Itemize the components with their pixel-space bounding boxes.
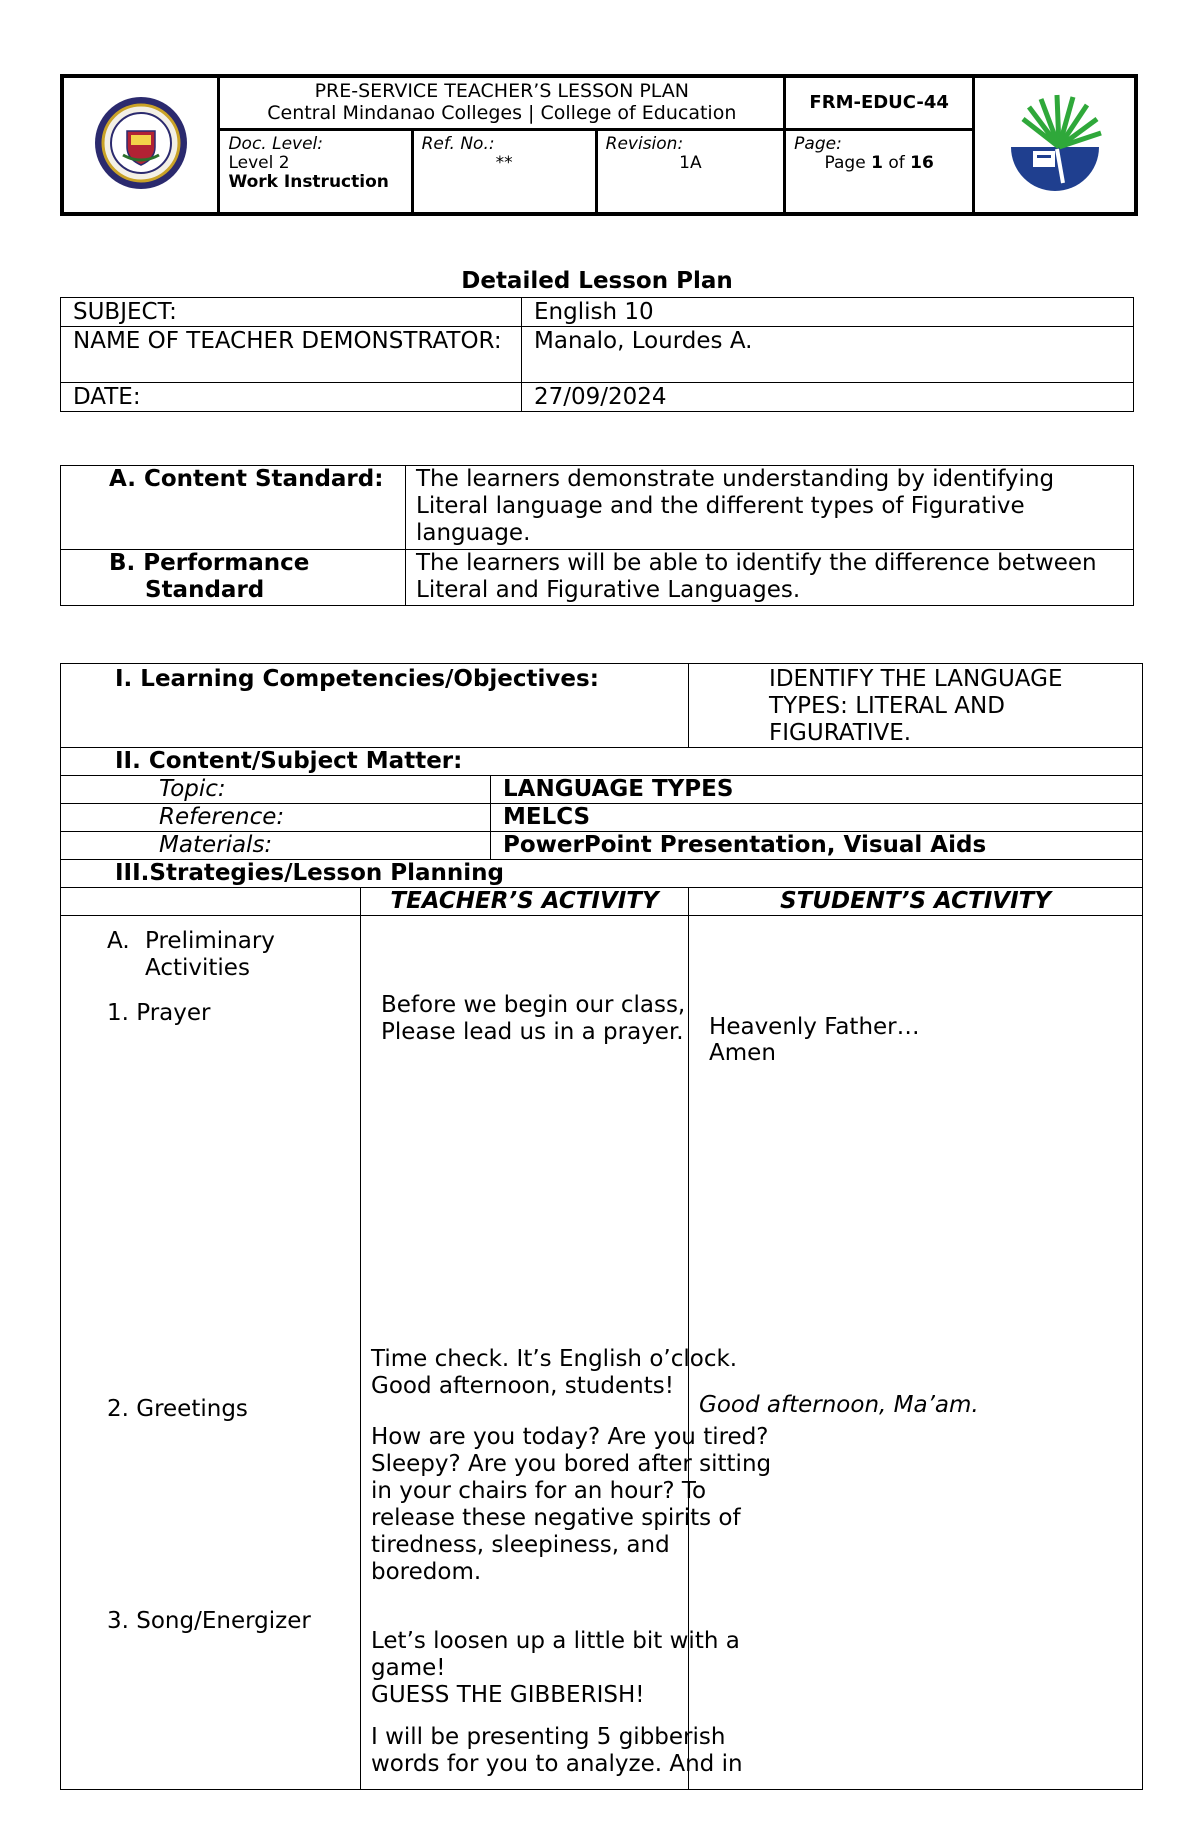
page-prefix: Page	[824, 153, 872, 174]
step-prayer: 1. Prayer	[107, 1000, 211, 1026]
reference-value: MELCS	[491, 804, 1143, 832]
materials-label: Materials:	[61, 832, 491, 860]
student-greeting-text: Good afternoon, Ma’am.	[699, 1392, 979, 1418]
content-standard-label-text: A. Content Standard:	[109, 466, 384, 492]
topic-value: LANGUAGE TYPES	[491, 776, 1143, 804]
empty-header-cell	[61, 888, 361, 916]
teacher-prayer-text: Before we begin our class, Please lead us in a prayer.	[381, 992, 686, 1045]
subject-label: SUBJECT:	[61, 298, 522, 327]
doc-level-type: Work Instruction	[228, 172, 389, 193]
college-seal-cell	[62, 76, 219, 214]
form-code: FRM-EDUC-44	[785, 76, 974, 130]
document-header	[60, 74, 1138, 216]
teacher-value: Manalo, Lourdes A.	[522, 327, 1134, 383]
page-of: of	[882, 153, 911, 174]
page-total: 16	[910, 153, 934, 174]
content-standard-text: The learners demonstrate understanding by identifying Literal language and the different types of Figurative language.	[406, 466, 1134, 550]
revision-label: Revision:	[605, 134, 684, 155]
prelim-prefix: A.	[107, 928, 130, 954]
reference-label: Reference:	[61, 804, 491, 832]
student-activity-column	[689, 916, 1143, 1790]
plan-title: Detailed Lesson Plan	[461, 268, 733, 294]
teacher-greeting-question: How are you today? Are you tired? Sleepy? Are you bored after sitting in your chairs for an hour? To release these negative spirits of tiredness, sleepiness, and boredom.	[371, 1424, 772, 1585]
doc-level-cell	[219, 130, 412, 214]
college-seal-logo	[93, 95, 189, 191]
step-song: 3. Song/Energizer	[107, 1608, 311, 1634]
content-standard-label	[61, 466, 406, 550]
topic-label: Topic:	[61, 776, 491, 804]
activities-column	[61, 916, 361, 1790]
teacher-game-intro: Let’s loosen up a little bit with a game!	[371, 1628, 740, 1681]
performance-standard-label	[61, 550, 406, 606]
standards-table	[60, 465, 1134, 606]
page-current: 1	[871, 153, 883, 174]
content-subject-label: II. Content/Subject Matter:	[61, 748, 1143, 776]
objectives-text: IDENTIFY THE LANGUAGE TYPES: LITERAL AND FIGURATIVE.	[689, 664, 1143, 748]
subject-value: English 10	[522, 298, 1134, 327]
date-label: DATE:	[61, 383, 522, 412]
student-activity-header: STUDENT’S ACTIVITY	[689, 888, 1143, 916]
department-logo-cell	[974, 76, 1136, 214]
page-number	[794, 154, 964, 173]
page-label: Page:	[794, 134, 842, 155]
ref-value: **	[495, 153, 513, 174]
teacher-greeting-text: Time check. It’s English o’clock. Good afternoon, students!	[371, 1346, 738, 1399]
lesson-plan-table	[60, 663, 1143, 1790]
doc-level-label: Doc. Level:	[228, 134, 323, 155]
doc-level-value: Level 2	[228, 153, 290, 174]
performance-standard-label-text: B. Performance Standard	[109, 550, 310, 603]
objectives-label: I. Learning Competencies/Objectives:	[61, 664, 689, 748]
teacher-game-instructions: I will be presenting 5 gibberish words for you to analyze. And in	[371, 1724, 743, 1777]
form-subtitle: Central Mindanao Colleges | College of Education	[267, 102, 737, 125]
date-value: 27/09/2024	[522, 383, 1134, 412]
title-cell	[219, 76, 785, 130]
prelim-label: Preliminary Activities	[145, 928, 275, 981]
ref-cell	[412, 130, 596, 214]
step-greetings: 2. Greetings	[107, 1396, 248, 1422]
student-prayer-text: Heavenly Father…	[709, 1014, 920, 1040]
strategies-label: III.Strategies/Lesson Planning	[61, 860, 1143, 888]
teacher-game-title: GUESS THE GIBBERISH!	[371, 1682, 645, 1708]
revision-value: 1A	[679, 153, 702, 174]
form-title: PRE-SERVICE TEACHER’S LESSON PLAN	[314, 80, 690, 103]
page-cell	[785, 130, 974, 214]
ref-label: Ref. No.:	[421, 134, 495, 155]
education-logo	[1003, 91, 1107, 195]
teacher-label: NAME OF TEACHER DEMONSTRATOR:	[61, 327, 522, 383]
student-prayer-amen: Amen	[709, 1040, 776, 1066]
revision-cell	[596, 130, 785, 214]
materials-value: PowerPoint Presentation, Visual Aids	[491, 832, 1143, 860]
info-table	[60, 297, 1134, 412]
performance-standard-text: The learners will be able to identify the difference between Literal and Figurative Languages.	[406, 550, 1134, 606]
teacher-activity-header: TEACHER’S ACTIVITY	[361, 888, 689, 916]
